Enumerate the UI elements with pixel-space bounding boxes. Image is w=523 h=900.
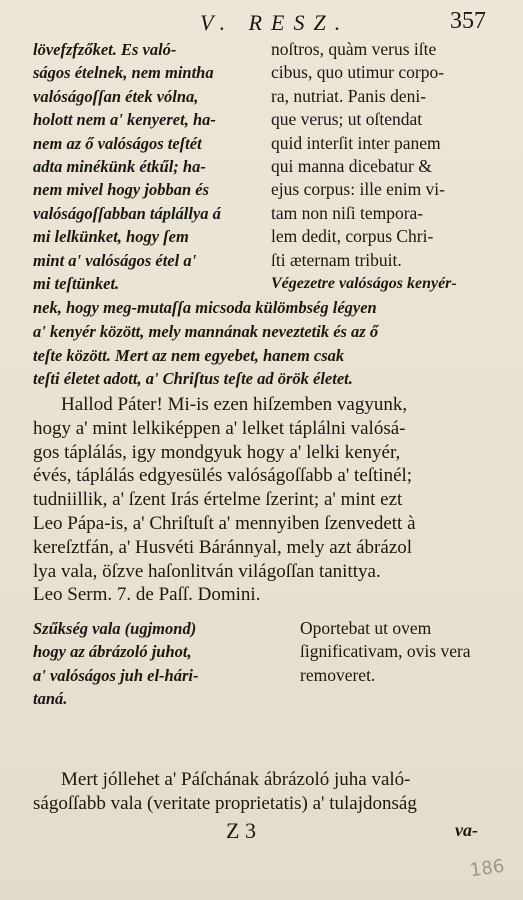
text-line: taná. xyxy=(33,689,68,709)
text-line: a' kenyér között, mely mannának neveztetik és az ő xyxy=(33,321,379,341)
text-line: lya vala, öſzve haſonlitván világoſſan tanittya. xyxy=(33,560,381,582)
catchword: va- xyxy=(455,820,478,840)
hungarian-continuation xyxy=(33,296,503,391)
text-line: mi teſtünket. xyxy=(33,273,120,293)
text-line: kereſztfán, a' Husvéti Báránnyal, mely azt ábrázol xyxy=(33,536,413,558)
signature-mark: Z 3 xyxy=(226,818,256,843)
text-line: adta minékünk étkűl; ha- xyxy=(33,156,206,176)
latin-column-2 xyxy=(300,617,505,687)
text-line: nek, hogy meg-mutaſſa micsoda külömbség légyen xyxy=(33,298,377,317)
chapter-title: V. RESZ. xyxy=(200,10,350,35)
text-line: ságoſſabb vala (veritate proprietatis) a' tulajdonság xyxy=(33,792,417,814)
text-line: ejus corpus: ille enim vi- xyxy=(271,179,445,200)
latin-column-1 xyxy=(271,38,499,295)
text-line: lövefzfzőket. Es való- xyxy=(33,40,177,59)
text-line: mi lelkünket, hogy ſem xyxy=(33,227,189,247)
text-line: Végezetre valóságos kenyér- xyxy=(271,274,457,292)
text-line: mint a' valóságos étel a' xyxy=(33,250,197,270)
text-line: holott nem a' kenyeret, ha- xyxy=(33,110,216,130)
text-line: quid interſit inter panem xyxy=(271,132,441,153)
text-line: qui manna dicebatur & xyxy=(271,155,432,176)
text-line: teſti életet adott, a' Chriſtus teſte ad örök életet. xyxy=(33,369,353,389)
text-line: ſti æternam tribuit. xyxy=(271,249,402,270)
text-line: tudniillik, a' ſzent Irás értelme ſzerint; a' mint ezt xyxy=(33,489,403,511)
text-line: que verus; ut oſtendat xyxy=(271,109,423,130)
text-line: Mert jóllehet a' Páſchának ábrázoló juha való- xyxy=(61,769,411,790)
text-line: cibus, quo utimur corpo- xyxy=(271,62,445,83)
pencil-annotation: 186 xyxy=(468,855,506,882)
text-line: évés, táplálás edgyesülés valóságoſſabb a' teſtinél; xyxy=(33,465,413,487)
text-line: a' valóságos juh el-hári- xyxy=(33,665,199,685)
text-line: gos táplálás, igy mondgyuk hogy a' lelki kenyér, xyxy=(33,441,401,463)
text-line: ságos ételnek, nem mintha xyxy=(33,63,214,83)
text-line: Leo Serm. 7. de Paſſ. Domini. xyxy=(33,584,261,606)
text-line: hogy a' mint lelkiképpen a' lelket táplálni valósá- xyxy=(33,417,406,439)
text-line: nem mivel hogy jobban és xyxy=(33,180,209,200)
main-paragraph xyxy=(33,393,505,607)
hungarian-column-1 xyxy=(33,38,265,295)
text-line: Hallod Páter! Mi-is ezen hiſzemben vagyunk, xyxy=(61,394,408,415)
text-line: removeret. xyxy=(300,664,376,685)
text-line: Szűkség vala (ugjmond) xyxy=(33,619,197,638)
page-number: 357 xyxy=(450,8,486,34)
closing-paragraph xyxy=(33,768,505,816)
text-line: nem az ő valóságos teſtét xyxy=(33,133,202,153)
text-line: ra, nutriat. Panis deni- xyxy=(271,85,427,106)
text-line: teſte között. Mert az nem egyebet, hanem csak xyxy=(33,345,345,365)
text-line: Leo Pápa-is, a' Chriſtuſt a' mennyiben ſzenvedett à xyxy=(33,512,416,534)
text-line: valóságoſſabban táplállya á xyxy=(33,203,221,223)
text-line: ſignificativam, ovis vera xyxy=(300,641,471,662)
page-footer xyxy=(0,818,523,858)
text-line: hogy az ábrázoló juhot, xyxy=(33,642,192,662)
hungarian-column-2 xyxy=(33,617,295,711)
running-head xyxy=(0,6,523,36)
text-line: Oportebat ut ovem xyxy=(300,618,432,638)
text-line: valóságoſſan étek vólna, xyxy=(33,86,199,106)
text-line: tam non niſi tempora- xyxy=(271,202,424,223)
text-line: noſtros, quàm verus iſte xyxy=(271,39,437,59)
text-line: lem dedit, corpus Chri- xyxy=(271,226,434,247)
